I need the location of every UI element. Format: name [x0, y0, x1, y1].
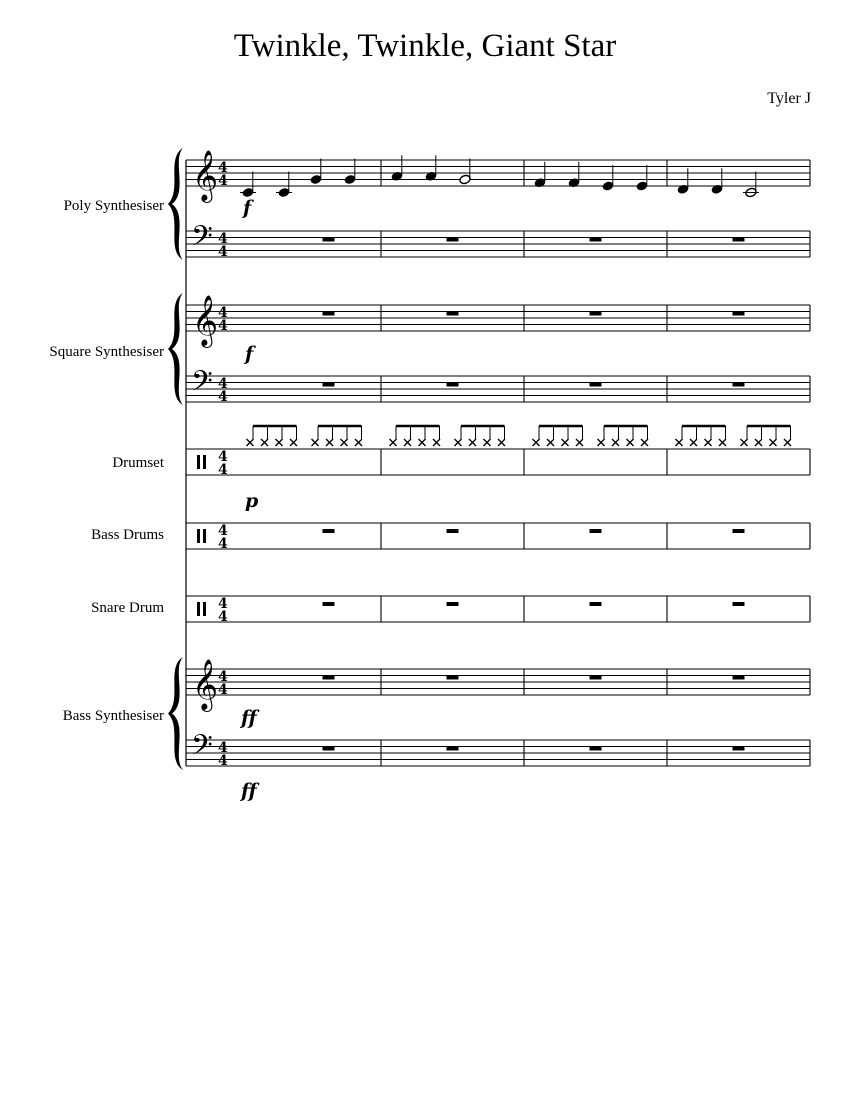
square-treble-time-top: 4: [218, 305, 228, 321]
percussion-clef-icon: [203, 602, 206, 616]
x-notehead: [484, 439, 491, 446]
instrument-label-bass-synth: Bass Synthesiser: [62, 708, 164, 724]
square-bass-whole-rest: [323, 383, 335, 387]
x-notehead: [404, 439, 411, 446]
bass-synth-treble-time-bottom: 4: [218, 682, 228, 698]
x-notehead: [719, 439, 726, 446]
x-notehead: [562, 439, 569, 446]
bass-synth-treble-whole-rest: [733, 676, 745, 680]
percussion-clef-icon: [203, 529, 206, 543]
poly-bass-whole-rest: [447, 238, 459, 242]
x-notehead: [598, 439, 605, 446]
instrument-label-snare: Snare Drum: [91, 600, 164, 616]
drumset-dynamic: p: [245, 490, 259, 512]
snare-whole-rest: [447, 602, 459, 606]
x-notehead: [770, 439, 777, 446]
poly-bass-whole-rest: [590, 238, 602, 242]
treble-clef-icon: 𝄞: [192, 295, 219, 346]
x-notehead: [612, 439, 619, 446]
x-notehead: [705, 439, 712, 446]
x-notehead: [784, 439, 791, 446]
composer-name: Tyler J: [767, 90, 811, 107]
bass-synth-treble-dynamic: ff: [241, 707, 257, 729]
instrument-label-square: Square Synthesiser: [49, 344, 164, 360]
square-bass-whole-rest: [733, 383, 745, 387]
poly-dynamic: f: [243, 197, 252, 219]
percussion-clef-icon: [203, 455, 206, 469]
x-notehead: [755, 439, 762, 446]
square-dynamic: f: [245, 343, 254, 365]
poly-treble-time-top: 4: [218, 160, 228, 176]
x-notehead: [419, 439, 426, 446]
percussion-clef-icon: [197, 602, 200, 616]
x-notehead: [641, 439, 648, 446]
bass-drums-whole-rest: [733, 529, 745, 533]
square-treble-whole-rest: [733, 312, 745, 316]
bass-drums-whole-rest: [590, 529, 602, 533]
percussion-clef-icon: [197, 455, 200, 469]
square-treble-time-bottom: 4: [218, 318, 228, 334]
bass-synth-bass-whole-rest: [733, 747, 745, 751]
poly-bass-time-bottom: 4: [218, 244, 228, 260]
snare-whole-rest: [323, 602, 335, 606]
bass-synth-treble-time-top: 4: [218, 669, 228, 685]
x-notehead: [533, 439, 540, 446]
poly-bass-whole-rest: [323, 238, 335, 242]
snare-whole-rest: [590, 602, 602, 606]
bass-synth-treble-whole-rest: [447, 676, 459, 680]
x-notehead: [433, 439, 440, 446]
bass-synth-treble-whole-rest: [590, 676, 602, 680]
x-notehead: [469, 439, 476, 446]
x-notehead: [247, 439, 254, 446]
square-bass-time-bottom: 4: [218, 389, 228, 405]
bass-drums-time-top: 4: [218, 523, 228, 539]
snare-time-top: 4: [218, 596, 228, 612]
bass-synth-bass-time-bottom: 4: [218, 753, 228, 769]
bass-synth-treble-whole-rest: [323, 676, 335, 680]
square-bass-time-top: 4: [218, 376, 228, 392]
square-bass-whole-rest: [447, 383, 459, 387]
treble-clef-icon: 𝄞: [192, 659, 219, 710]
bass-synth-bass-dynamic: ff: [241, 780, 257, 802]
score-title: Twinkle, Twinkle, Giant Star: [233, 28, 617, 64]
square-bass-whole-rest: [590, 383, 602, 387]
bass-drums-whole-rest: [447, 529, 459, 533]
drumset-time-bottom: 4: [218, 462, 228, 478]
x-notehead: [326, 439, 333, 446]
square-treble-whole-rest: [447, 312, 459, 316]
x-notehead: [498, 439, 505, 446]
instrument-label-bass-drums: Bass Drums: [91, 527, 164, 543]
snare-whole-rest: [733, 602, 745, 606]
bass-synth-bass-whole-rest: [323, 747, 335, 751]
x-notehead: [341, 439, 348, 446]
instrument-label-drumset: Drumset: [112, 455, 164, 471]
square-treble-whole-rest: [323, 312, 335, 316]
x-notehead: [276, 439, 283, 446]
x-notehead: [547, 439, 554, 446]
x-notehead: [627, 439, 634, 446]
x-notehead: [690, 439, 697, 446]
percussion-clef-icon: [197, 529, 200, 543]
x-notehead: [676, 439, 683, 446]
x-notehead: [741, 439, 748, 446]
bass-synth-bass-whole-rest: [447, 747, 459, 751]
poly-bass-whole-rest: [733, 238, 745, 242]
bass-synth-bass-time-top: 4: [218, 740, 228, 756]
x-notehead: [261, 439, 268, 446]
brace-icon: [168, 657, 183, 770]
bass-clef-icon: 𝄢: [191, 729, 213, 769]
x-notehead: [390, 439, 397, 446]
x-notehead: [312, 439, 319, 446]
poly-treble-time-bottom: 4: [218, 173, 228, 189]
square-treble-whole-rest: [590, 312, 602, 316]
poly-bass-time-top: 4: [218, 231, 228, 247]
bass-clef-icon: 𝄢: [191, 365, 213, 405]
instrument-label-poly: Poly Synthesiser: [63, 198, 164, 214]
x-notehead: [290, 439, 297, 446]
treble-clef-icon: 𝄞: [192, 150, 219, 201]
x-notehead: [576, 439, 583, 446]
bass-drums-time-bottom: 4: [218, 536, 228, 552]
snare-time-bottom: 4: [218, 609, 228, 625]
bass-synth-bass-whole-rest: [590, 747, 602, 751]
brace-icon: [168, 148, 183, 260]
brace-icon: [168, 293, 183, 405]
x-notehead: [455, 439, 462, 446]
drumset-time-top: 4: [218, 449, 228, 465]
x-notehead: [355, 439, 362, 446]
bass-clef-icon: 𝄢: [191, 220, 213, 260]
bass-drums-whole-rest: [323, 529, 335, 533]
